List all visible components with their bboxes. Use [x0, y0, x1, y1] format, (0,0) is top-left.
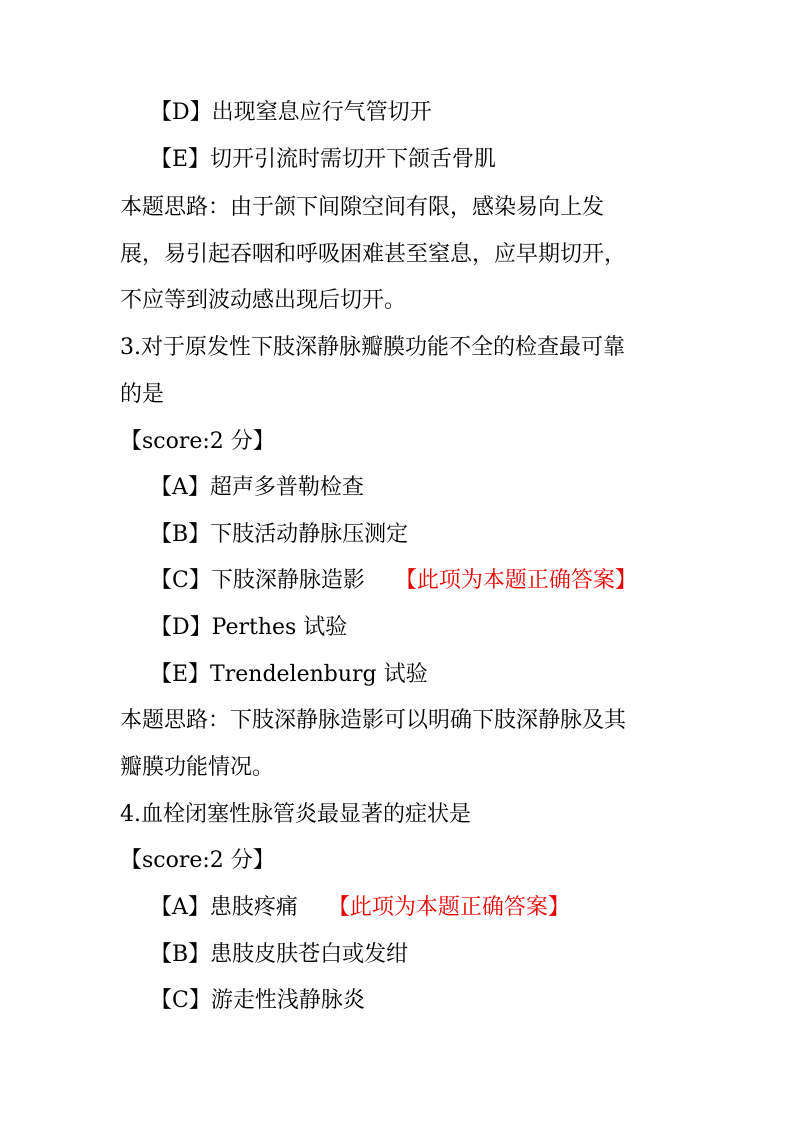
- q3-stem-line-2: 的是: [120, 382, 165, 407]
- q3-score: 【score:2 分】: [120, 429, 275, 454]
- q4-option-a: 【A】患肢疼痛: [150, 895, 298, 920]
- q4-score: 【score:2 分】: [120, 848, 275, 873]
- q3-option-e: 【E】Trendelenburg 试验: [150, 662, 428, 687]
- q2-explanation-line-1: 本题思路：由于颌下间隙空间有限，感染易向上发: [120, 195, 605, 220]
- q3-option-c: 【C】下肢深静脉造影: [150, 568, 365, 593]
- q3-option-a: 【A】超声多普勒检查: [150, 475, 364, 500]
- q3-option-b: 【B】下肢活动静脉压测定: [150, 522, 409, 547]
- q2-explanation-line-2: 展，易引起吞咽和呼吸困难甚至窒息，应早期切开，: [120, 242, 627, 267]
- q3-option-d: 【D】Perthes 试验: [150, 615, 348, 640]
- q3-explanation-line-1: 本题思路：下肢深静脉造影可以明确下肢深静脉及其: [120, 708, 627, 733]
- q3-correct-answer-marker: 【此项为本题正确答案】: [394, 568, 637, 593]
- q3-explanation-line-2: 瓣膜功能情况。: [120, 755, 275, 780]
- q2-option-e: 【E】切开引流时需切开下颌舌骨肌: [150, 147, 497, 172]
- q4-correct-answer-marker: 【此项为本题正确答案】: [327, 895, 570, 920]
- q2-option-d: 【D】出现窒息应行气管切开: [150, 100, 432, 125]
- q3-option-c-row: [150, 566, 637, 596]
- q4-stem: 4.血栓闭塞性脉管炎最显著的症状是: [120, 802, 471, 827]
- q4-option-a-row: [150, 893, 570, 923]
- q3-stem-line-1: 3.对于原发性下肢深静脉瓣膜功能不全的检查最可靠: [120, 335, 625, 360]
- q2-explanation-line-3: 不应等到波动感出现后切开。: [120, 288, 407, 313]
- q4-option-c: 【C】游走性浅静脉炎: [150, 988, 365, 1013]
- q4-option-b: 【B】患肢皮肤苍白或发绀: [150, 942, 409, 967]
